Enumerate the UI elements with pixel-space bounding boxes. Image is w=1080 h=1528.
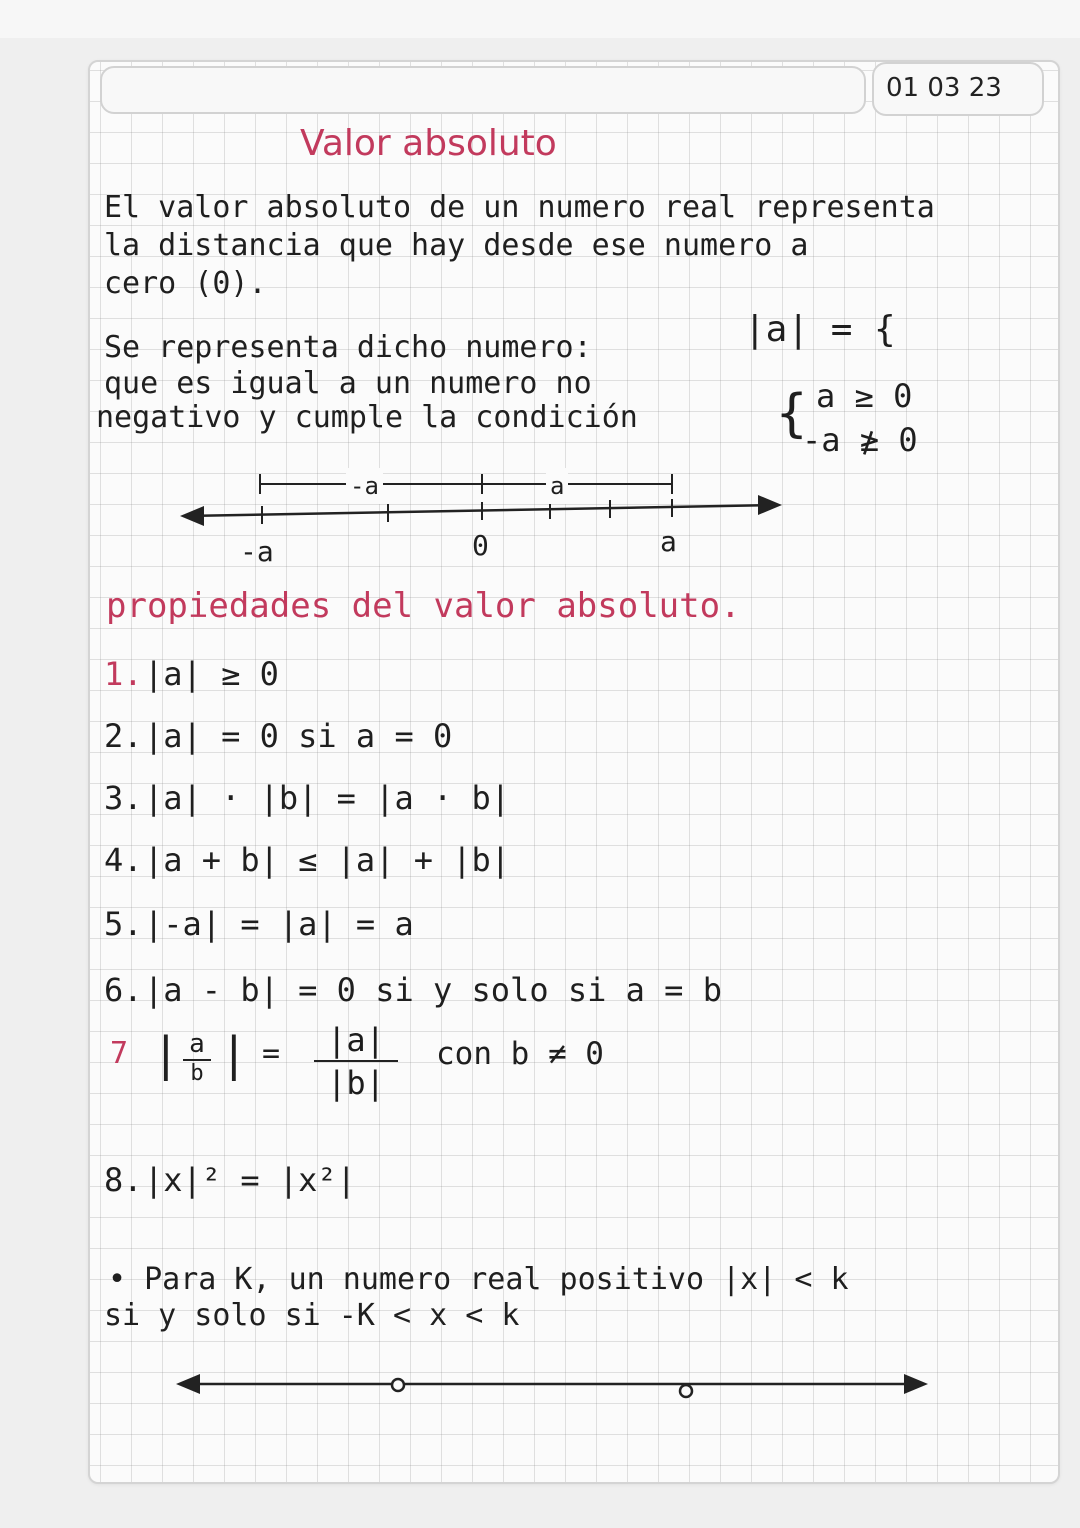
axis-label-neg-a: -a (240, 535, 274, 568)
definition-line-2: la distancia que hay desde ese numero a (104, 228, 809, 263)
property-number: 1. (104, 655, 143, 693)
property-text: |a| · |b| = |a · b| (144, 779, 511, 817)
property-text: |a + b| ≤ |a| + |b| (144, 841, 511, 879)
property-number: 8. (104, 1161, 143, 1199)
axis-label-zero: 0 (472, 529, 489, 562)
fraction-denominator: b (190, 1061, 204, 1086)
note-line-2: si y solo si -K < x < k (104, 1298, 520, 1333)
property-text: |a| = 0 si a = 0 (144, 717, 453, 755)
property-text: |x|² = |x²| (144, 1161, 356, 1199)
case-2: -a ≱ 0 (802, 421, 918, 459)
fraction-denominator: |b| (327, 1064, 385, 1102)
property-number: 4. (104, 841, 143, 879)
property-number: 2. (104, 717, 143, 755)
definition-line-3: cero (0). (104, 266, 267, 301)
property-7-equals: = (262, 1036, 281, 1071)
property-number: 5. (104, 905, 143, 943)
representation-line-1: Se representa dicho numero: (104, 330, 592, 365)
property-number: 3. (104, 779, 143, 817)
bracket-label-neg-a: -a (346, 468, 383, 504)
date-text: 01 03 23 (886, 73, 1002, 103)
property-text: |a - b| = 0 si y solo si a = b (144, 971, 722, 1009)
representation-line-3: negativo y cumple la condición (96, 400, 638, 435)
bracket-label-a: a (546, 468, 568, 504)
abs-formula: |a| = { (744, 309, 896, 350)
axis-label-a: a (660, 525, 677, 558)
property-text: |-a| = |a| = a (144, 905, 414, 943)
abs-bar-right: | (220, 1027, 248, 1081)
page-title: Valor absoluto (300, 123, 557, 164)
note-line-1: • Para K, un numero real positivo |x| < k (108, 1262, 849, 1297)
fraction-numerator: a (189, 1029, 205, 1059)
cases-brace: { (776, 384, 808, 444)
property-7-number: 7 (110, 1036, 129, 1071)
properties-title: propiedades del valor absoluto. (106, 586, 741, 626)
property-7-condition: con b ≠ 0 (436, 1036, 604, 1072)
fraction-numerator: |a| (327, 1021, 385, 1059)
abs-bar-left: | (152, 1027, 180, 1081)
case-1: a ≥ 0 (816, 377, 913, 415)
property-number: 6. (104, 971, 143, 1009)
representation-line-2: que es igual a un numero no (104, 366, 592, 401)
definition-line-1: El valor absoluto de un numero real representa (104, 190, 935, 225)
property-text: |a| ≥ 0 (144, 655, 279, 693)
